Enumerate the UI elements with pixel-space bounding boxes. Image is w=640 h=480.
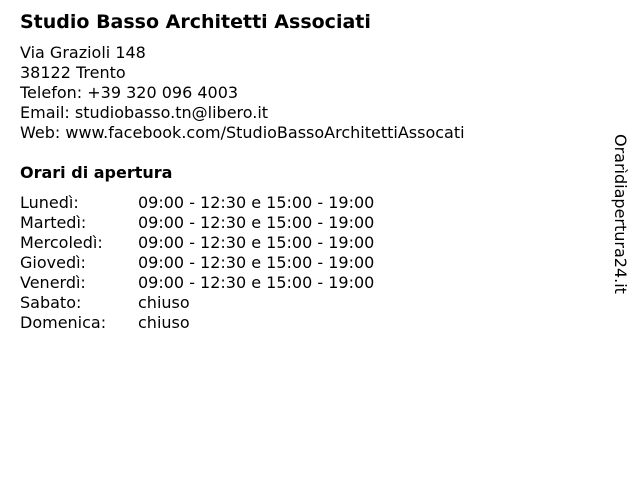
day-hours: chiuso: [138, 293, 190, 312]
opening-hours-title: Orari di apertura: [20, 163, 173, 182]
day-label: Venerdì:: [20, 273, 86, 292]
day-label: Giovedì:: [20, 253, 86, 272]
day-hours: 09:00 - 12:30 e 15:00 - 19:00: [138, 253, 375, 272]
day-hours: 09:00 - 12:30 e 15:00 - 19:00: [138, 213, 375, 232]
day-label: Lunedì:: [20, 193, 79, 212]
day-label: Sabato:: [20, 293, 82, 312]
phone-number: Telefon: +39 320 096 4003: [20, 83, 239, 102]
address-city: 38122 Trento: [20, 63, 126, 82]
contact-block: [20, 43, 465, 143]
watermark-text: Orarìdiapertura24.it: [611, 134, 630, 294]
website: Web: www.facebook.com/StudioBassoArchitettiAssocati: [20, 123, 465, 142]
day-label: Mercoledì:: [20, 233, 103, 252]
day-hours: chiuso: [138, 313, 190, 332]
address-street: Via Grazioli 148: [20, 43, 146, 62]
day-hours: 09:00 - 12:30 e 15:00 - 19:00: [138, 193, 375, 212]
day-hours: 09:00 - 12:30 e 15:00 - 19:00: [138, 233, 375, 252]
day-label: Martedì:: [20, 213, 87, 232]
day-hours: 09:00 - 12:30 e 15:00 - 19:00: [138, 273, 375, 292]
email-address: Email: studiobasso.tn@libero.it: [20, 103, 269, 122]
day-label: Domenica:: [20, 313, 107, 332]
business-name: Studio Basso Architetti Associati: [20, 11, 371, 33]
